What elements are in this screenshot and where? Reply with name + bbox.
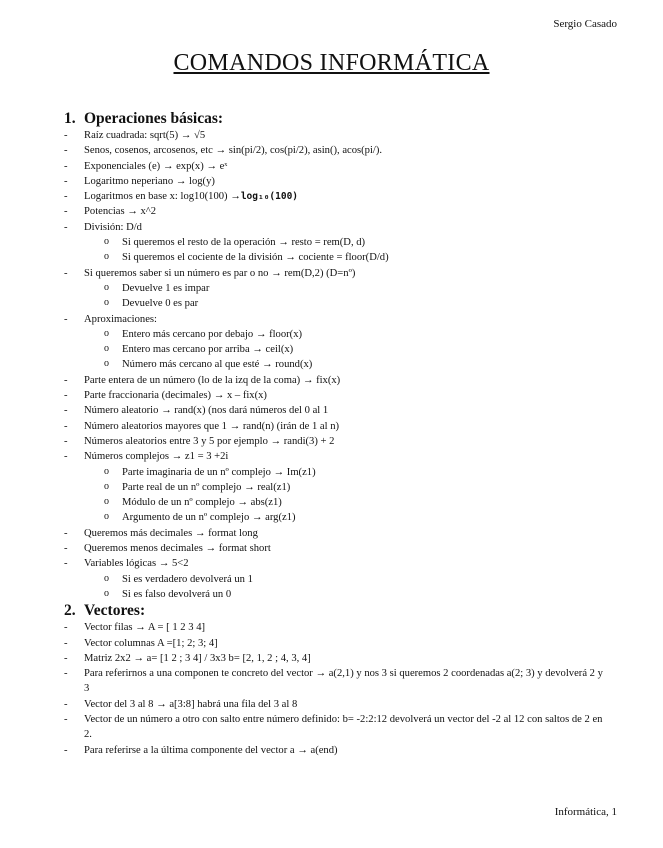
- list-item: - Para referirse a la última componente del vector a → a(end): [64, 743, 604, 758]
- list-item: - Logaritmos en base x: log10(100) →log₁₀(100): [64, 189, 604, 204]
- sub-list-item: o Argumento de un nº complejo → arg(z1): [64, 510, 604, 525]
- list-item: - División: D/d: [64, 220, 604, 235]
- sub-list-item: o Si queremos el cociente de la división → cociente = floor(D/d): [64, 250, 604, 265]
- list-item: - Logaritmo neperiano → log(y): [64, 174, 604, 189]
- section-heading: 2. Vectores:: [64, 602, 146, 620]
- list-item: - Parte fraccionaria (decimales) → x – fix(x): [64, 388, 604, 403]
- list-item: - Matriz 2x2 → a= [1 2 ; 3 4] / 3x3 b= [2, 1, 2 ; 4, 3, 4]: [64, 651, 604, 666]
- list-item: - Vector de un número a otro con salto entre número definido: b= -2:2:12 devolverá un vector del -2 al 12 con saltos de 2 en 2.: [64, 712, 604, 743]
- list-item: - Raíz cuadrada: sqrt(5) → √5: [64, 128, 604, 143]
- section-heading: 1. Operaciones básicas:: [64, 110, 224, 127]
- sub-list-item: o Si es verdadero devolverá un 1: [64, 572, 604, 587]
- sub-list-item: o Módulo de un nº complejo → abs(z1): [64, 495, 604, 510]
- document-body: [64, 110, 604, 758]
- sub-list-item: o Devuelve 1 es impar: [64, 281, 604, 296]
- list-item: - Números complejos → z1 = 3 +2i: [64, 449, 604, 464]
- page-footer-label: Informática, 1: [554, 806, 617, 818]
- sub-list-item: o Número más cercano al que esté → round(x): [64, 357, 604, 372]
- section-vectores: [64, 602, 604, 758]
- list-item: - Números aleatorios entre 3 y 5 por ejemplo → randi(3) + 2: [64, 434, 604, 449]
- list-item: - Senos, cosenos, arcosenos, etc → sin(pi/2), cos(pi/2), asin(), acos(pi/).: [64, 143, 604, 158]
- list-item: - Vector filas → A = [ 1 2 3 4]: [64, 620, 604, 635]
- list-item: - Vector columnas A =[1; 2; 3; 4]: [64, 636, 604, 651]
- sub-list: [64, 281, 604, 312]
- sub-list-item: o Entero más cercano por debajo → floor(x): [64, 327, 604, 342]
- list-item: - Número aleatorio → rand(x) (nos dará números del 0 al 1: [64, 403, 604, 418]
- list-item: - Número aleatorios mayores que 1 → rand(n) (irán de 1 al n): [64, 419, 604, 434]
- math-expression: log₁₀(100): [240, 191, 299, 203]
- sub-list-item: o Parte real de un nº complejo → real(z1): [64, 480, 604, 495]
- list-item: - Si queremos saber si un número es par o no → rem(D,2) (D=nº): [64, 266, 604, 281]
- list-item: - Potencias → x^2: [64, 204, 604, 219]
- sub-list-item: o Si es falso devolverá un 0: [64, 587, 604, 602]
- page-header-author: Sergio Casado: [553, 18, 617, 30]
- document-title: COMANDOS INFORMÁTICA: [173, 50, 490, 76]
- sub-list-item: o Si queremos el resto de la operación → resto = rem(D, d): [64, 235, 604, 250]
- sub-list: [64, 235, 604, 266]
- bullet-list: [64, 128, 604, 602]
- bullet-list: [64, 620, 604, 758]
- list-item: - Queremos más decimales → format long: [64, 526, 604, 541]
- list-item: - Queremos menos decimales → format short: [64, 541, 604, 556]
- sub-list-item: o Devuelve 0 es par: [64, 296, 604, 311]
- list-item: - Para referirnos a una componen te concreto del vector → a(2,1) y nos 3 si queremos 2 coordenadas a(2; 3) y devolverá 2 y 3: [64, 666, 604, 697]
- sub-list-item: o Entero mas cercano por arriba → ceil(x): [64, 342, 604, 357]
- sub-list: [64, 465, 604, 526]
- list-item: - Exponenciales (e) → exp(x) → eˣ: [64, 159, 604, 174]
- sub-list-item: o Parte imaginaria de un nº complejo → Im(z1): [64, 465, 604, 480]
- sub-list: [64, 327, 604, 373]
- list-item: - Aproximaciones:: [64, 312, 604, 327]
- sub-list: [64, 572, 604, 603]
- section-operaciones-basicas: [64, 110, 604, 602]
- list-item: - Parte entera de un número (lo de la izq de la coma) → fix(x): [64, 373, 604, 388]
- list-item: - Variables lógicas → 5<2: [64, 556, 604, 571]
- list-item: - Vector del 3 al 8 → a[3:8] habrá una fila del 3 al 8: [64, 697, 604, 712]
